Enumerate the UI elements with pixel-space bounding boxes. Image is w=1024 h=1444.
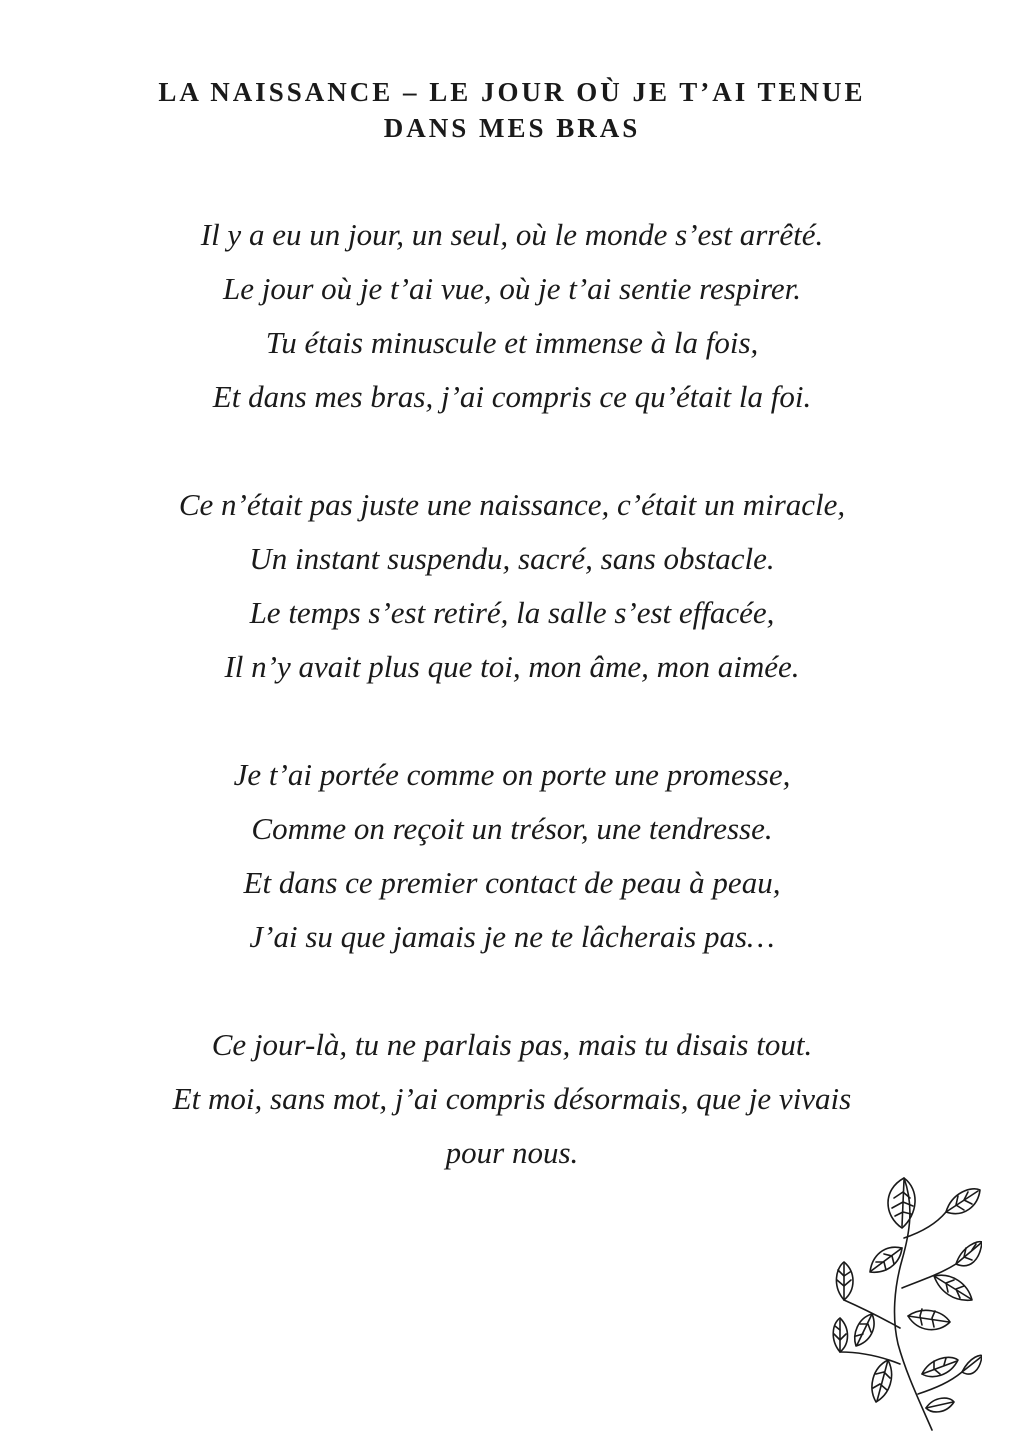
poem-line: Ce n’était pas juste une naissance, c’était un miracle, — [178, 487, 846, 522]
poem-line: Tu étais minuscule et immense à la fois, — [265, 325, 759, 360]
poem-line: Je t’ai portée comme on porte une promesse, — [233, 757, 791, 792]
poem-line: pour nous. — [445, 1135, 579, 1170]
poem-body — [0, 208, 1024, 1234]
poem-line: Et moi, sans mot, j’ai compris désormais, que je vivais — [172, 1081, 852, 1116]
poem-line: Et dans ce premier contact de peau à peau, — [243, 865, 781, 900]
poem-line: Le temps s’est retiré, la salle s’est effacée, — [249, 595, 775, 630]
poem-title-line-2: DANS MES BRAS — [383, 113, 641, 143]
poem-line: Et dans mes bras, j’ai compris ce qu’était la foi. — [212, 379, 812, 414]
poem-line: Le jour où je t’ai vue, où je t’ai sentie respirer. — [223, 271, 801, 306]
stanza-3 — [0, 748, 1024, 964]
poem-title-line-1: LA NAISSANCE – LE JOUR OÙ JE T’AI TENUE — [158, 77, 866, 107]
leaf-sprig-icon — [822, 1168, 982, 1434]
poem-title — [0, 74, 1024, 146]
stanza-1 — [0, 208, 1024, 424]
poem-line: J’ai su que jamais je ne te lâcherais pas… — [249, 919, 775, 954]
poem-line: Ce jour-là, tu ne parlais pas, mais tu disais tout. — [211, 1027, 813, 1062]
poem-line: Comme on reçoit un trésor, une tendresse. — [251, 811, 773, 846]
poem-line: Un instant suspendu, sacré, sans obstacle. — [249, 541, 775, 576]
stanza-4 — [0, 1018, 1024, 1180]
stanza-2 — [0, 478, 1024, 694]
poem-line: Il n’y avait plus que toi, mon âme, mon aimée. — [224, 649, 800, 684]
poem-line: Il y a eu un jour, un seul, où le monde s’est arrêté. — [200, 217, 824, 252]
